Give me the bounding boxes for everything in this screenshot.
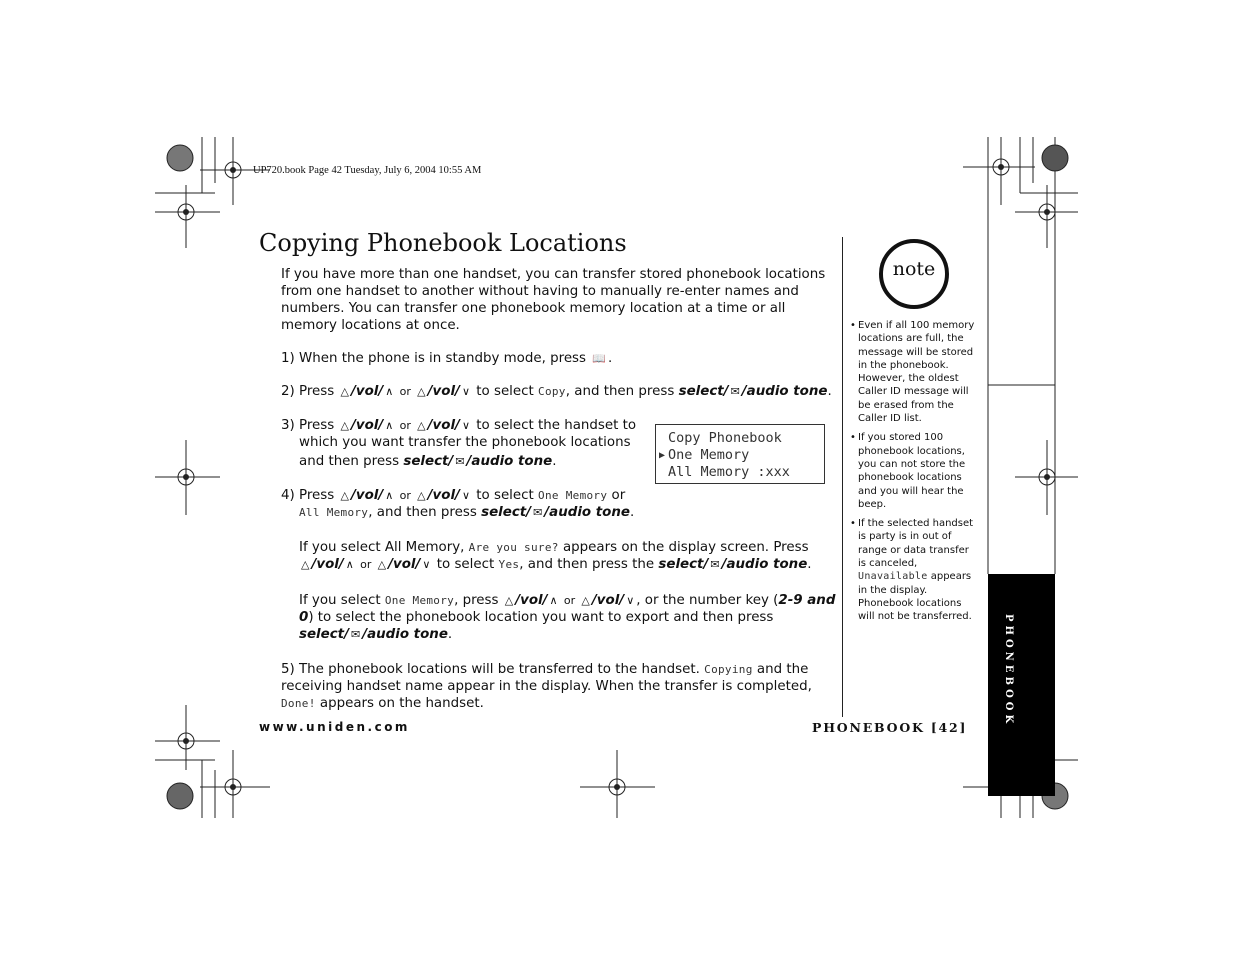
lcd-line-1: Copy Phonebook — [668, 430, 782, 446]
envelope-icon: ✉ — [533, 506, 543, 519]
down-arrow-icon: ∨ — [626, 594, 635, 607]
note-label: note — [892, 258, 936, 280]
bell-icon: △ — [340, 419, 349, 432]
section-tab-label: PHONEBOOK — [1003, 614, 1014, 728]
envelope-icon: ✉ — [710, 558, 720, 571]
step-1: 1) When the phone is in standby mode, press 📖 . — [281, 351, 613, 366]
step-4-all-memory-paragraph: If you select All Memory, Are you sure? appears on the display screen. Press △ /vol/ ∧ or △ /vol/ ∨ to select Yes, and then press the select/ ✉ /audio tone. — [299, 540, 812, 572]
up-arrow-icon: ∧ — [385, 489, 394, 502]
down-arrow-icon: ∨ — [461, 489, 470, 502]
intro-paragraph: If you have more than one handset, you can transfer stored phonebook locations from one handset to another without having to manually re-enter names and numbers. You can transfer one phonebook memory location at a time or all memory locations at once. — [281, 267, 826, 333]
bell-icon: △ — [417, 489, 426, 502]
note-list — [850, 319, 978, 630]
up-arrow-icon: ∧ — [345, 558, 354, 571]
step-4-one-memory-paragraph: If you select One Memory, press △ /vol/ ∧ or △ /vol/ ∨ , or the number key (2-9 and 0) to select the phonebook location you want to export and then press select/ ✉ /audio tone. — [299, 593, 836, 642]
bell-icon: △ — [504, 594, 514, 607]
bell-icon: △ — [581, 594, 590, 607]
bell-icon: △ — [340, 489, 349, 502]
lcd-line-3: All Memory :xxx — [668, 464, 790, 480]
bell-icon: △ — [340, 385, 349, 398]
phonebook-icon: 📖 — [592, 352, 606, 365]
lcd-line-2: ▶ One Memory — [659, 447, 750, 463]
bell-icon: △ — [377, 558, 387, 571]
bell-icon: △ — [417, 419, 426, 432]
page-title: Copying Phonebook Locations — [259, 229, 627, 257]
note-item: • If you stored 100 phonebook locations, you can not store the phonebook locations and you will hear the beep. — [850, 432, 966, 510]
up-arrow-icon: ∧ — [385, 419, 394, 432]
up-arrow-icon: ∧ — [549, 594, 558, 607]
bell-icon: △ — [301, 558, 310, 571]
lcd-display-screen — [655, 424, 825, 484]
cursor-arrow-icon: ▶ — [659, 450, 666, 461]
step-2: 2) Press △ /vol/ ∧ or △ /vol/ ∨ to select Copy, and then press select/ ✉ /audio tone. — [281, 384, 832, 399]
down-arrow-icon: ∨ — [461, 385, 470, 398]
step-4: 4) Press △ /vol/ ∧ or △ /vol/ ∨ to select One Memory or All Memory, and then press select/ ✉ /audio tone. — [281, 488, 635, 520]
bell-icon: △ — [417, 385, 426, 398]
note-item: • If the selected handset is party is in out of range or data transfer is canceled, Unavailable appears in the display. Phonebook locations will not be transferred. — [850, 518, 974, 623]
up-arrow-icon: ∧ — [385, 385, 394, 398]
file-info-header: UP720.book Page 42 Tuesday, July 6, 2004 10:55 AM — [253, 165, 482, 176]
envelope-icon: ✉ — [455, 455, 465, 468]
section-tab — [988, 574, 1055, 796]
footer-url: www.uniden.com — [259, 720, 410, 734]
step-5: 5) The phonebook locations will be transferred to the handset. Copying and the receiving handset name appear in the display. When the transfer is completed, Done! appears on the handset. — [281, 662, 812, 711]
down-arrow-icon: ∨ — [422, 558, 431, 571]
down-arrow-icon: ∨ — [461, 419, 470, 432]
column-divider — [842, 237, 843, 717]
envelope-icon: ✉ — [730, 385, 740, 398]
note-item: • Even if all 100 memory locations are full, the message will be stored in the phonebook. However, the oldest Caller ID message will be erased from the Caller ID list. — [850, 320, 975, 425]
envelope-icon: ✉ — [350, 628, 361, 641]
footer-page-number: PHONEBOOK [42] — [812, 720, 968, 735]
step-3: 3) Press △ /vol/ ∧ or △ /vol/ ∨ to select the handset to which you want transfer the phonebook locations and then press select/ ✉ /audio tone. — [281, 418, 637, 469]
